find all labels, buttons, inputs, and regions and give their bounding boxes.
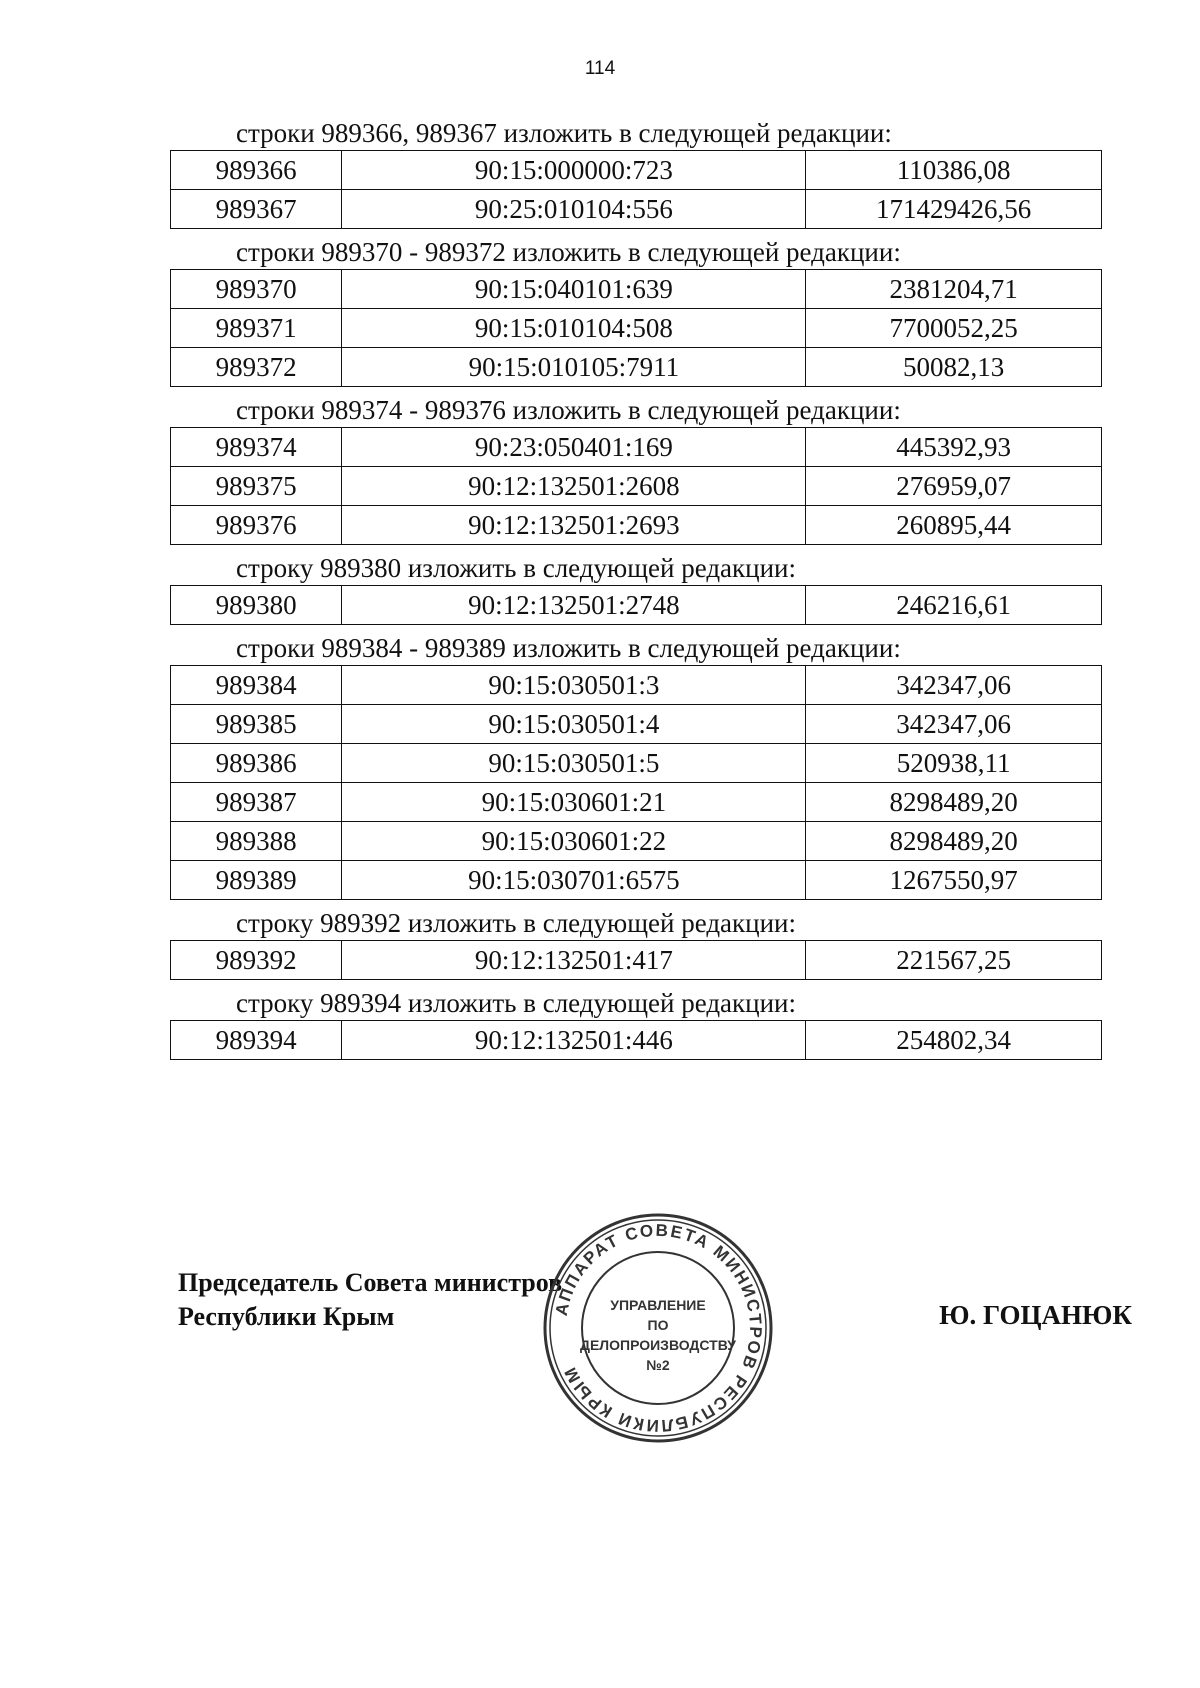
data-table	[170, 150, 1102, 229]
cadastral-number-cell: 90:23:050401:169	[342, 428, 806, 467]
value-cell: 8298489,20	[806, 822, 1102, 861]
value-cell: 8298489,20	[806, 783, 1102, 822]
row-number-cell: 989370	[171, 270, 342, 309]
section-heading: строку 989392 изложить в следующей редакции:	[236, 908, 797, 938]
row-number-cell: 989384	[171, 666, 342, 705]
value-cell: 171429426,56	[806, 190, 1102, 229]
data-table	[170, 269, 1102, 387]
value-cell: 445392,93	[806, 428, 1102, 467]
row-number-cell: 989372	[171, 348, 342, 387]
table-row	[171, 705, 1102, 744]
value-cell: 7700052,25	[806, 309, 1102, 348]
value-cell: 221567,25	[806, 941, 1102, 980]
table-row	[171, 270, 1102, 309]
row-number-cell: 989387	[171, 783, 342, 822]
row-number-cell: 989394	[171, 1021, 342, 1060]
value-cell: 254802,34	[806, 1021, 1102, 1060]
table-row	[171, 506, 1102, 545]
row-number-cell: 989375	[171, 467, 342, 506]
row-number-cell: 989389	[171, 861, 342, 900]
table-row	[171, 941, 1102, 980]
cadastral-number-cell: 90:15:030601:22	[342, 822, 806, 861]
cadastral-number-cell: 90:15:030701:6575	[342, 861, 806, 900]
table-row	[171, 1021, 1102, 1060]
svg-text:ДЕЛОПРОИЗВОДСТВУ: ДЕЛОПРОИЗВОДСТВУ	[579, 1337, 737, 1353]
section-heading: строки 989366, 989367 изложить в следующей редакции:	[236, 118, 892, 148]
cadastral-number-cell: 90:15:010105:7911	[342, 348, 806, 387]
value-cell: 342347,06	[806, 666, 1102, 705]
data-table	[170, 1020, 1102, 1060]
cadastral-number-cell: 90:15:030501:4	[342, 705, 806, 744]
cadastral-number-cell: 90:12:132501:417	[342, 941, 806, 980]
table-row	[171, 309, 1102, 348]
row-number-cell: 989367	[171, 190, 342, 229]
data-table	[170, 427, 1102, 545]
value-cell: 1267550,97	[806, 861, 1102, 900]
section-heading: строки 989374 - 989376 изложить в следующей редакции:	[236, 395, 901, 425]
value-cell: 2381204,71	[806, 270, 1102, 309]
signature-title-line2: Республики Крым	[178, 1302, 395, 1331]
signature-title	[178, 1266, 562, 1334]
signature-title-line1: Председатель Совета министров	[178, 1268, 563, 1297]
value-cell: 342347,06	[806, 705, 1102, 744]
row-number-cell: 989376	[171, 506, 342, 545]
cadastral-number-cell: 90:12:132501:2608	[342, 467, 806, 506]
cadastral-number-cell: 90:15:010104:508	[342, 309, 806, 348]
cadastral-number-cell: 90:12:132501:2748	[342, 586, 806, 625]
value-cell: 520938,11	[806, 744, 1102, 783]
cadastral-number-cell: 90:15:030501:3	[342, 666, 806, 705]
data-table	[170, 665, 1102, 900]
table-row	[171, 666, 1102, 705]
table-row	[171, 467, 1102, 506]
value-cell: 50082,13	[806, 348, 1102, 387]
svg-text:УПРАВЛЕНИЕ: УПРАВЛЕНИЕ	[610, 1297, 706, 1313]
value-cell: 260895,44	[806, 506, 1102, 545]
table-row	[171, 348, 1102, 387]
table-row	[171, 586, 1102, 625]
section-heading: строки 989384 - 989389 изложить в следующей редакции:	[236, 633, 901, 663]
cadastral-number-cell: 90:15:040101:639	[342, 270, 806, 309]
document-body	[170, 118, 1110, 1068]
seal-outer-text: АППАРАТ СОВЕТА МИНИСТРОВ РЕСПУБЛИКИ КРЫМ	[551, 1220, 766, 1436]
row-number-cell: 989392	[171, 941, 342, 980]
row-number-cell: 989386	[171, 744, 342, 783]
row-number-cell: 989366	[171, 151, 342, 190]
section-heading: строку 989394 изложить в следующей редакции:	[236, 988, 797, 1018]
cadastral-number-cell: 90:12:132501:2693	[342, 506, 806, 545]
row-number-cell: 989385	[171, 705, 342, 744]
data-table	[170, 585, 1102, 625]
cadastral-number-cell: 90:15:030601:21	[342, 783, 806, 822]
section-heading: строку 989380 изложить в следующей редакции:	[236, 553, 797, 583]
cadastral-number-cell: 90:25:010104:556	[342, 190, 806, 229]
row-number-cell: 989388	[171, 822, 342, 861]
svg-text:ПО: ПО	[647, 1317, 669, 1333]
signatory-name: Ю. ГОЦАНЮК	[939, 1300, 1132, 1330]
official-seal	[538, 1208, 778, 1448]
row-number-cell: 989380	[171, 586, 342, 625]
table-row	[171, 783, 1102, 822]
table-row	[171, 151, 1102, 190]
svg-text:№2: №2	[646, 1357, 670, 1373]
row-number-cell: 989371	[171, 309, 342, 348]
row-number-cell: 989374	[171, 428, 342, 467]
table-row	[171, 861, 1102, 900]
section-heading: строки 989370 - 989372 изложить в следующей редакции:	[236, 237, 901, 267]
cadastral-number-cell: 90:15:030501:5	[342, 744, 806, 783]
page-number: 114	[584, 58, 616, 79]
value-cell: 246216,61	[806, 586, 1102, 625]
table-row	[171, 190, 1102, 229]
cadastral-number-cell: 90:15:000000:723	[342, 151, 806, 190]
data-table	[170, 940, 1102, 980]
table-row	[171, 744, 1102, 783]
value-cell: 110386,08	[806, 151, 1102, 190]
value-cell: 276959,07	[806, 467, 1102, 506]
table-row	[171, 428, 1102, 467]
table-row	[171, 822, 1102, 861]
cadastral-number-cell: 90:12:132501:446	[342, 1021, 806, 1060]
